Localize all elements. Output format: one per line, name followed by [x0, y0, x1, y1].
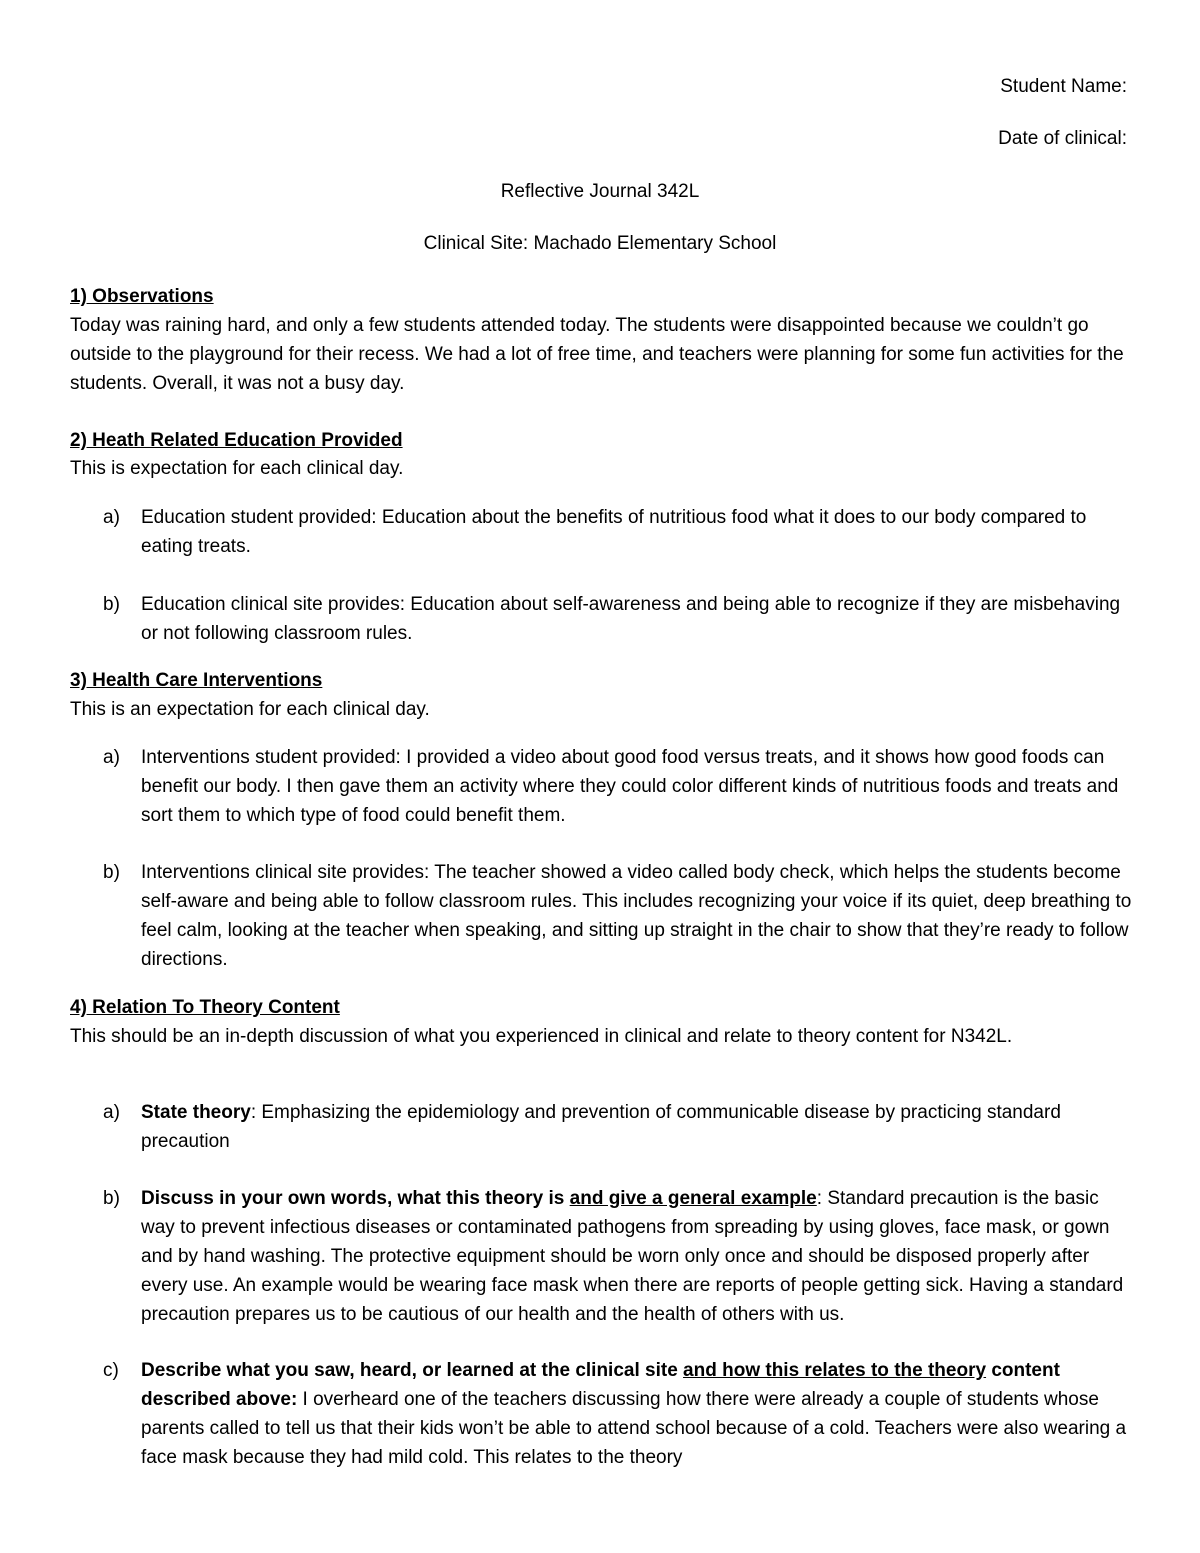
list-marker: b) [103, 594, 120, 615]
list-marker: b) [103, 1188, 120, 1209]
section-1-heading: 1) Observations [70, 286, 214, 307]
item-label-underlined: and how this relates to the theory [683, 1360, 987, 1381]
section-2-intro: This is expectation for each clinical day. [70, 458, 404, 479]
item-body: : Emphasizing the epidemiology and prevention of communicable disease by practicing standard precaution [141, 1102, 1061, 1152]
section-4-item-a [70, 1098, 1132, 1156]
section-2-heading: 2) Heath Related Education Provided [70, 430, 403, 451]
section-3-item-b [70, 858, 1132, 974]
list-marker: c) [103, 1360, 119, 1381]
section-4-item-a-text [141, 1098, 1132, 1156]
section-4-heading: 4) Relation To Theory Content [70, 997, 340, 1018]
section-2-item-b [70, 590, 1132, 648]
section-2-item-b-text: Education clinical site provides: Education about self-awareness and being able to recognize if they are misbehaving or not following classroom rules. [141, 594, 1121, 644]
item-body: I overheard one of the teachers discussing how there were already a couple of students whose parents called to tell us that their kids won’t be able to attend school because of a cold. Teachers were also wearing a face mask because they had mild cold. This relates to the theory [141, 1389, 1127, 1468]
section-4-item-b [70, 1184, 1132, 1329]
section-3-intro: This is an expectation for each clinical day. [70, 699, 430, 720]
list-marker: b) [103, 862, 120, 883]
clinical-site: Clinical Site: Machado Elementary School [423, 233, 777, 254]
list-marker: a) [103, 747, 120, 768]
item-label-underlined: and give a general example [569, 1188, 817, 1209]
section-3-item-b-text: Interventions clinical site provides: The teacher showed a video called body check, which helps the students become self-aware and being able to follow classroom rules. This includes recognizing your voice if its quiet, deep breathing to feel calm, looking at the teacher when speaking, and sitting up straight in the chair to show that they’re ready to follow directions. [141, 862, 1132, 970]
section-1-body: Today was raining hard, and only a few students attended today. The students were disappointed because we couldn’t go outside to the playground for their recess. We had a lot of free time, and teachers were planning for some fun activities for the students. Overall, it was not a busy day. [70, 315, 1124, 394]
item-body: : Standard precaution is the basic way to prevent infectious diseases or contaminated pathogens from spreading by using gloves, face mask, or gown and by hand washing. The protective equipment should be worn only once and should be disposed properly after every use. An example would be wearing face mask when there are reports of people getting sick. Having a standard precaution prepares us to be cautious of our health and the health of others with us. [141, 1188, 1124, 1325]
section-4-item-c-text [141, 1356, 1132, 1472]
item-label: State theory [141, 1102, 251, 1123]
section-4-intro: This should be an in-depth discussion of what you experienced in clinical and relate to theory content for N342L. [70, 1026, 1013, 1047]
list-marker: a) [103, 507, 120, 528]
section-2-item-a [70, 503, 1132, 561]
section-3-heading: 3) Health Care Interventions [70, 670, 323, 691]
item-label: Discuss in your own words, what this theory is [141, 1188, 570, 1209]
section-3-item-a-text: Interventions student provided: I provided a video about good food versus treats, and it shows how good foods can benefit our body. I then gave them an activity where they could color different kinds of nutritious foods and treats and sort them to which type of food could benefit them. [141, 747, 1119, 826]
item-label: Describe what you saw, heard, or learned at the clinical site [141, 1360, 684, 1381]
date-of-clinical-label: Date of clinical: [998, 128, 1127, 149]
item-label-continued: content described above: [141, 1360, 1060, 1410]
document-title: Reflective Journal 342L [500, 181, 700, 202]
student-name-label: Student Name: [1000, 76, 1127, 97]
section-4-item-c [70, 1356, 1132, 1472]
section-2-item-a-text: Education student provided: Education about the benefits of nutritious food what it does to our body compared to eating treats. [141, 507, 1087, 557]
section-4-item-b-text [141, 1184, 1132, 1329]
section-3-item-a [70, 743, 1132, 830]
list-marker: a) [103, 1102, 120, 1123]
